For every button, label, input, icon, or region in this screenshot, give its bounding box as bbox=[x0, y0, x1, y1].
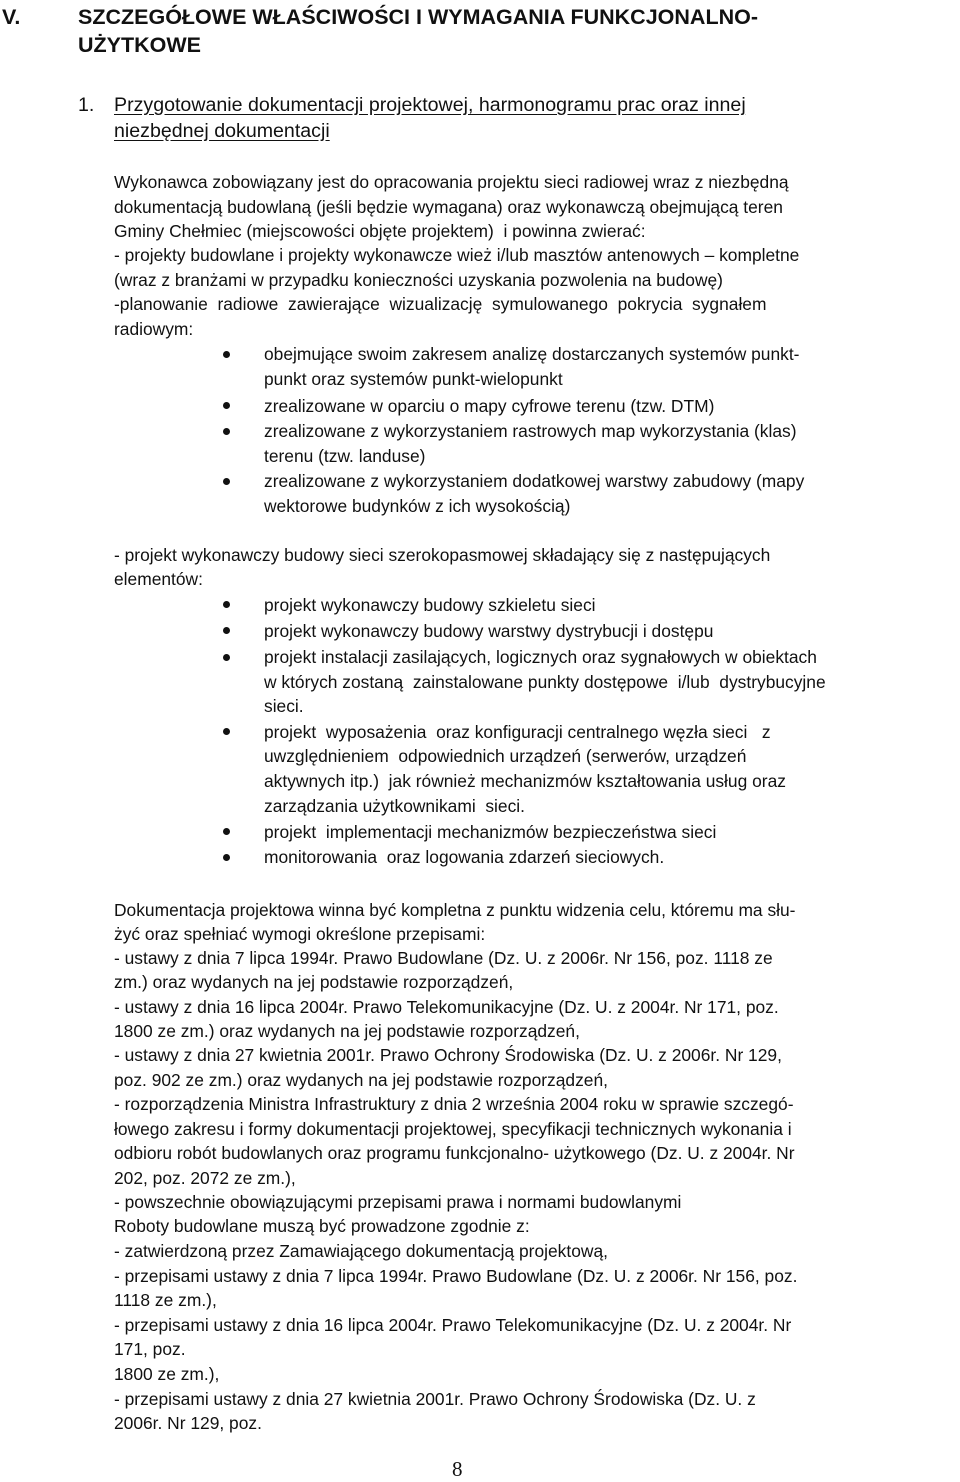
radio-bullet-text: zrealizowane w oparciu o mapy cyfrowe terenu (tzw. DTM) bbox=[264, 396, 715, 416]
network-bullet-text: projekt implementacji mechanizmów bezpieczeństwa sieci bbox=[264, 822, 717, 842]
intro-line: dokumentacją budowlaną (jeśli będzie wymagana) oraz wykonawczą obejmującą teren bbox=[114, 197, 783, 217]
radio-bullet-text: wektorowe budynków z ich wysokością) bbox=[264, 496, 571, 516]
network-bullet-text: sieci. bbox=[264, 696, 304, 716]
closing-line: łowego zakresu i formy dokumentacji projektowej, specyfikacji technicznych wykonania i bbox=[114, 1119, 792, 1139]
section-title-line-2: UŻYTKOWE bbox=[78, 33, 202, 57]
subsection-number: 1. bbox=[78, 94, 95, 116]
closing-line: - ustawy z dnia 7 lipca 1994r. Prawo Budowlane (Dz. U. z 2006r. Nr 156, poz. 1118 ze bbox=[114, 948, 773, 968]
network-bullet-text: aktywnych itp.) jak również mechanizmów kształtowania usług oraz bbox=[264, 771, 786, 791]
closing-line: Roboty budowlane muszą być prowadzone zgodnie z: bbox=[114, 1216, 530, 1236]
network-bullet-text: projekt wyposażenia oraz konfiguracji centralnego węzła sieci z bbox=[264, 722, 771, 742]
bullet-icon bbox=[223, 828, 230, 835]
radio-bullet-text: punkt oraz systemów punkt-wielopunkt bbox=[264, 369, 563, 389]
closing-line: - przepisami ustawy z dnia 16 lipca 2004r. Prawo Telekomunikacyjne (Dz. U. z 2004r. Nr bbox=[114, 1315, 792, 1335]
network-bullet-text: projekt wykonawczy budowy warstwy dystrybucji i dostępu bbox=[264, 621, 714, 641]
intro-line: Wykonawca zobowiązany jest do opracowania projektu sieci radiowej wraz z niezbędną bbox=[114, 172, 789, 192]
closing-line: 1800 ze zm.) oraz wydanych na jej podstawie rozporządzeń, bbox=[114, 1021, 580, 1041]
closing-line: Dokumentacja projektowa winna być kompletna z punktu widzenia celu, któremu ma słu- bbox=[114, 900, 796, 920]
intro-line: - projekty budowlane i projekty wykonawcze wież i/lub masztów antenowych – kompletne bbox=[114, 245, 800, 265]
bullet-icon bbox=[223, 601, 230, 608]
closing-line: - przepisami ustawy z dnia 7 lipca 1994r. Prawo Budowlane (Dz. U. z 2006r. Nr 156, poz. bbox=[114, 1266, 798, 1286]
closing-line: - zatwierdzoną przez Zamawiającego dokumentacją projektową, bbox=[114, 1241, 608, 1261]
bullet-icon bbox=[223, 351, 230, 358]
network-bullet-text: zarządzania użytkownikami sieci. bbox=[264, 796, 525, 816]
section-title-line-1: SZCZEGÓŁOWE WŁAŚCIWOŚCI I WYMAGANIA FUNKCJONALNO- bbox=[78, 5, 758, 29]
intro-line: radiowym: bbox=[114, 319, 194, 339]
intro-line: Gminy Chełmiec (miejscowości objęte projektem) i powinna zwierać: bbox=[114, 221, 646, 241]
intro-line: -planowanie radiowe zawierające wizualizację symulowanego pokrycia sygnałem bbox=[114, 294, 767, 314]
closing-line: odbioru robót budowlanych oraz programu funkcjonalno- użytkowego (Dz. U. z 2004r. Nr bbox=[114, 1143, 795, 1163]
radio-bullet-text: obejmujące swoim zakresem analizę dostarczanych systemów punkt- bbox=[264, 344, 800, 364]
subsection-title-line-1: Przygotowanie dokumentacji projektowej, harmonogramu prac oraz innej bbox=[114, 94, 746, 116]
closing-line: 2006r. Nr 129, poz. bbox=[114, 1413, 262, 1433]
network-intro-line: elementów: bbox=[114, 569, 203, 589]
section-number: V. bbox=[2, 5, 21, 29]
network-intro-line: - projekt wykonawczy budowy sieci szerokopasmowej składający się z następujących bbox=[114, 545, 771, 565]
closing-line: - powszechnie obowiązującymi przepisami prawa i normami budowlanymi bbox=[114, 1192, 682, 1212]
radio-bullet-text: terenu (tzw. landuse) bbox=[264, 446, 426, 466]
radio-bullet-text: zrealizowane z wykorzystaniem rastrowych map wykorzystania (klas) bbox=[264, 421, 797, 441]
bullet-icon bbox=[223, 402, 230, 409]
bullet-icon bbox=[223, 728, 230, 735]
bullet-icon bbox=[223, 627, 230, 634]
closing-line: 1800 ze zm.), bbox=[114, 1364, 220, 1384]
closing-line: 171, poz. bbox=[114, 1339, 186, 1359]
page-number: 8 bbox=[452, 1457, 463, 1481]
bullet-icon bbox=[223, 428, 230, 435]
closing-line: - ustawy z dnia 27 kwietnia 2001r. Prawo Ochrony Środowiska (Dz. U. z 2006r. Nr 129, bbox=[114, 1045, 782, 1065]
closing-line: - rozporządzenia Ministra Infrastruktury z dnia 2 września 2004 roku w sprawie szczegó- bbox=[114, 1094, 794, 1114]
network-bullet-text: projekt instalacji zasilających, logicznych oraz sygnałowych w obiektach bbox=[264, 647, 817, 667]
closing-line: 1118 ze zm.), bbox=[114, 1290, 217, 1310]
network-bullet-text: uwzględnieniem odpowiednich urządzeń (serwerów, urządzeń bbox=[264, 746, 747, 766]
intro-line: (wraz z branżami w przypadku konieczności uzyskania pozwolenia na budowę) bbox=[114, 270, 723, 290]
network-bullet-text: w których zostaną zainstalowane punkty dostępowe i/lub dystrybucyjne bbox=[264, 672, 826, 692]
closing-line: 202, poz. 2072 ze zm.), bbox=[114, 1168, 296, 1188]
closing-line: zm.) oraz wydanych na jej podstawie rozporządzeń, bbox=[114, 972, 514, 992]
closing-line: żyć oraz spełniać wymogi określone przepisami: bbox=[114, 924, 486, 944]
closing-line: - przepisami ustawy z dnia 27 kwietnia 2001r. Prawo Ochrony Środowiska (Dz. U. z bbox=[114, 1389, 756, 1409]
network-bullet-text: projekt wykonawczy budowy szkieletu sieci bbox=[264, 595, 596, 615]
subsection-title-line-2: niezbędnej dokumentacji bbox=[114, 120, 330, 142]
network-bullet-text: monitorowania oraz logowania zdarzeń sieciowych. bbox=[264, 847, 665, 867]
closing-line: - ustawy z dnia 16 lipca 2004r. Prawo Telekomunikacyjne (Dz. U. z 2004r. Nr 171, poz. bbox=[114, 997, 779, 1017]
closing-line: poz. 902 ze zm.) oraz wydanych na jej podstawie rozporządzeń, bbox=[114, 1070, 608, 1090]
bullet-icon bbox=[223, 854, 230, 861]
bullet-icon bbox=[223, 654, 230, 661]
radio-bullet-text: zrealizowane z wykorzystaniem dodatkowej warstwy zabudowy (mapy bbox=[264, 471, 805, 491]
bullet-icon bbox=[223, 478, 230, 485]
